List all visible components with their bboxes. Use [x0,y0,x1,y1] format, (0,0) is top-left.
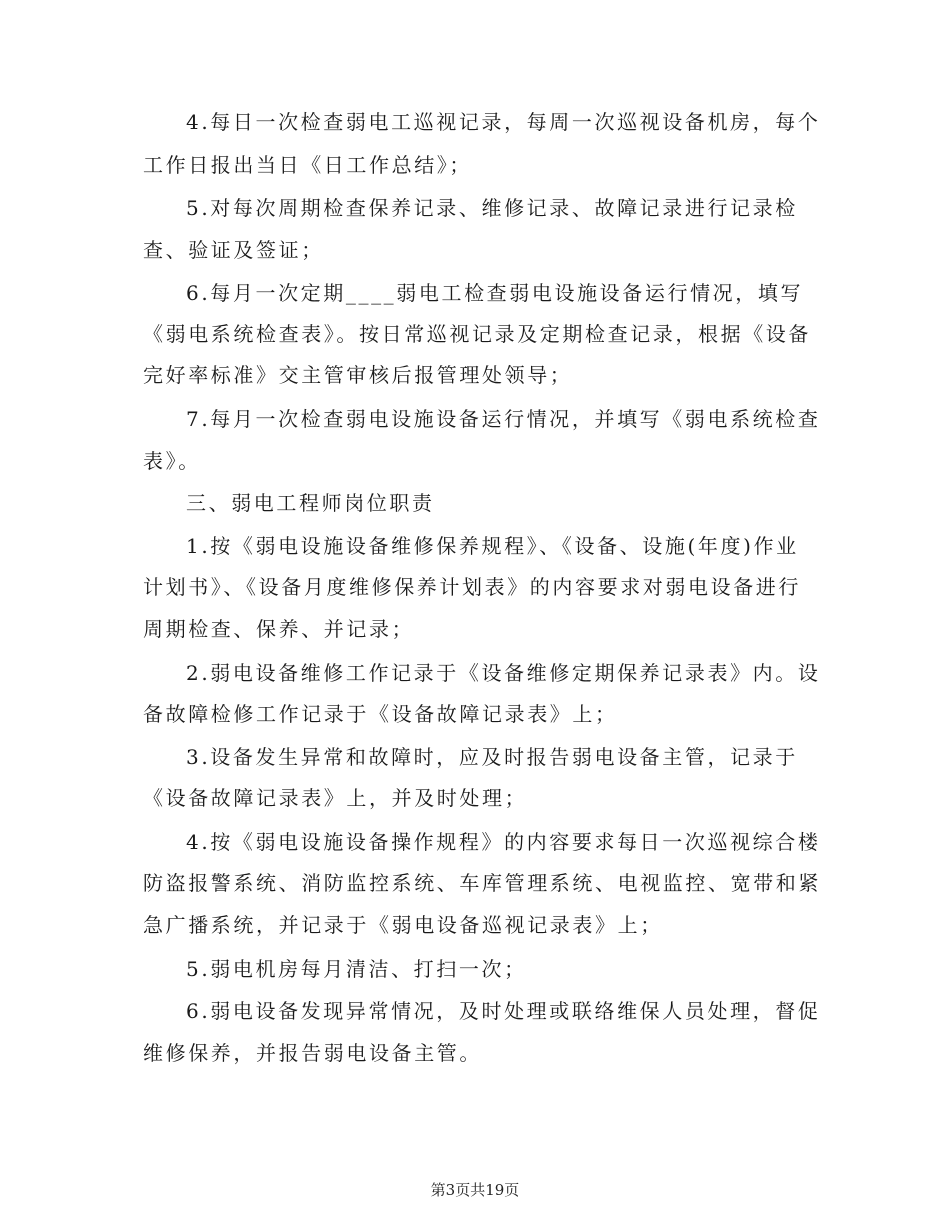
paragraph-line: 4.按《弱电设施设备操作规程》的内容要求每日一次巡视综合楼 [186,830,821,854]
paragraph-line: 4.每日一次检查弱电工巡视记录，每周一次巡视设备机房，每个 [186,110,821,134]
paragraph-line: 1.按《弱电设施设备维修保养规程》、《设备、设施(年度)作业 [186,534,799,558]
paragraph-line: 备故障检修工作记录于《设备故障记录表》上； [143,702,618,726]
paragraph-line: 5.对每次周期检查保养记录、维修记录、故障记录进行记录检 [186,196,798,220]
paragraph-line: 周期检查、保养、并记录； [143,617,415,641]
paragraph-line: 完好率标准》交主管审核后报管理处领导； [143,363,573,387]
paragraph-line: 2.弱电设备维修工作记录于《设备维修定期保养记录表》内。设 [186,661,821,685]
paragraph-line: 表》。 [143,449,201,473]
section-heading: 三、弱电工程师岗位职责 [186,491,435,515]
page-number-footer: 第3页共19页 [430,1181,520,1199]
paragraph-line: 查、验证及签证； [143,238,324,262]
paragraph-line: 5.弱电机房每月清洁、打扫一次； [186,957,527,981]
paragraph-line: 工作日报出当日《日工作总结》； [143,153,472,177]
paragraph-line: 维修保养，并报告弱电设备主管。 [143,1041,482,1065]
paragraph-line: 防盗报警系统、消防监控系统、车库管理系统、电视监控、宽带和紧 [143,871,821,895]
paragraph-line: 《设备故障记录表》上，并及时处理； [143,786,528,810]
paragraph-line: 3.设备发生异常和故障时，应及时报告弱电设备主管，记录于 [186,745,798,769]
paragraph-line: 7.每月一次检查弱电设施设备运行情况，并填写《弱电系统检查 [186,407,821,431]
paragraph-line: 6.弱电设备发现异常情况，及时处理或联络维保人员处理，督促 [186,999,821,1023]
paragraph-line: 计划书》、《设备月度维修保养计划表》的内容要求对弱电设备进行 [143,575,801,599]
paragraph-line: 《弱电系统检查表》。按日常巡视记录及定期检查记录，根据《设备 [143,322,811,346]
paragraph-line: 6.每月一次定期____弱电工检查弱电设施设备运行情况，填写 [186,281,804,305]
paragraph-line: 急广播系统，并记录于《弱电设备巡视记录表》上； [143,913,663,937]
